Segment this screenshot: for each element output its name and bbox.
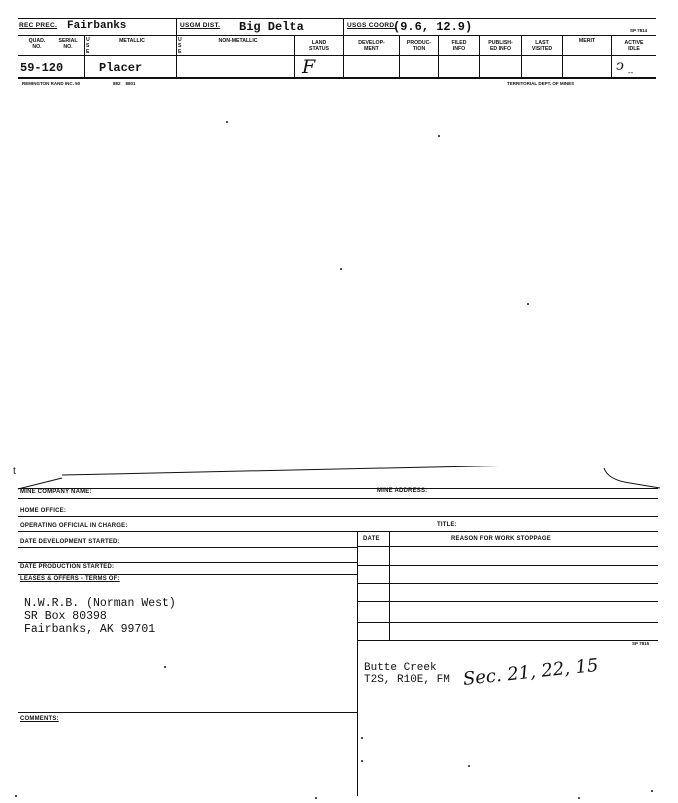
col-metallic: METALLIC [119, 38, 145, 44]
location-line: T2S, R10E, FM [364, 674, 450, 686]
usgs-coord-value: (9.6, 12.9) [393, 20, 473, 34]
department-name: TERRITORIAL DEPT. OF MINES [507, 81, 575, 86]
bottom-border [18, 77, 656, 79]
speck [226, 121, 228, 123]
col-development: DEVELOP- MENT [358, 40, 385, 52]
active-idle-dashes: -- [628, 68, 634, 77]
printer-codes: 882 8801 [113, 81, 136, 86]
mine-company-label: MINE COMPANY NAME: [20, 489, 92, 495]
col-use-2: U S E [178, 37, 182, 55]
active-idle-mark: ↄ [616, 58, 624, 74]
col-production: PRODUC- TION [406, 40, 432, 52]
col-land-status: LAND STATUS [309, 40, 329, 52]
comments-label: COMMENTS: [20, 716, 59, 722]
col-nonmetallic: NON-METALLIC [218, 38, 258, 44]
col-serial-no: SERIAL NO. [58, 38, 78, 50]
card-edge [0, 466, 678, 496]
printer-credit: REMINGTON RAND INC. 50 [22, 81, 81, 86]
form-number-2: SP 7815 [632, 641, 650, 646]
lease-line: SR Box 80398 [24, 610, 107, 623]
col-last-visited: LAST VISITED [531, 40, 553, 52]
reason-column-header: REASON FOR WORK STOPPAGE [451, 536, 551, 542]
operating-official-label: OPERATING OFFICIAL IN CHARGE: [20, 523, 128, 529]
usgs-coord-label: USGS COORD. [347, 22, 397, 29]
speck [527, 303, 529, 305]
lease-line: Fairbanks, AK 99701 [24, 623, 156, 636]
speck [438, 135, 440, 137]
home-office-label: HOME OFFICE: [20, 508, 67, 514]
column-header-divider [18, 55, 656, 56]
top-border [18, 18, 656, 19]
date-column-header: DATE [363, 536, 380, 542]
location-line: Butte Creek [364, 662, 437, 674]
metallic-value: Placer [99, 61, 143, 75]
leases-label: LEASES & OFFERS - TERMS OF: [20, 576, 120, 582]
lease-line: N.W.R.B. (Norman West) [24, 597, 176, 610]
header-divider [18, 35, 656, 36]
date-production-label: DATE PRODUCTION STARTED: [20, 564, 115, 570]
col-quad-no: QUAD. NO. [28, 38, 46, 50]
date-development-label: DATE DEVELOPMENT STARTED: [20, 539, 120, 545]
handwritten-sections: Sec. 21, 22, 15 [461, 654, 600, 690]
col-use-1: U S E [86, 37, 90, 55]
form-number: SP 7814 [630, 28, 648, 33]
land-status-value: F [302, 56, 316, 78]
usgm-dist-label: USGM DIST. [180, 22, 221, 29]
col-filed-info: FILED INFO [451, 40, 467, 52]
rec-prec-value: Fairbanks [67, 20, 127, 32]
speck [340, 268, 342, 270]
usgm-dist-value: Big Delta [239, 20, 304, 34]
title-label: TITLE: [437, 522, 457, 528]
corner-mark: t [13, 466, 16, 477]
col-active-idle: ACTIVE IDLE [624, 40, 644, 52]
quad-serial-value: 59-120 [20, 61, 64, 75]
mine-address-label: MINE ADDRESS: [377, 488, 428, 494]
col-published-info: PUBLISH- ED INFO [488, 40, 513, 52]
col-merit: MERIT [578, 38, 596, 44]
rec-prec-label: REC PREC. [19, 22, 58, 29]
